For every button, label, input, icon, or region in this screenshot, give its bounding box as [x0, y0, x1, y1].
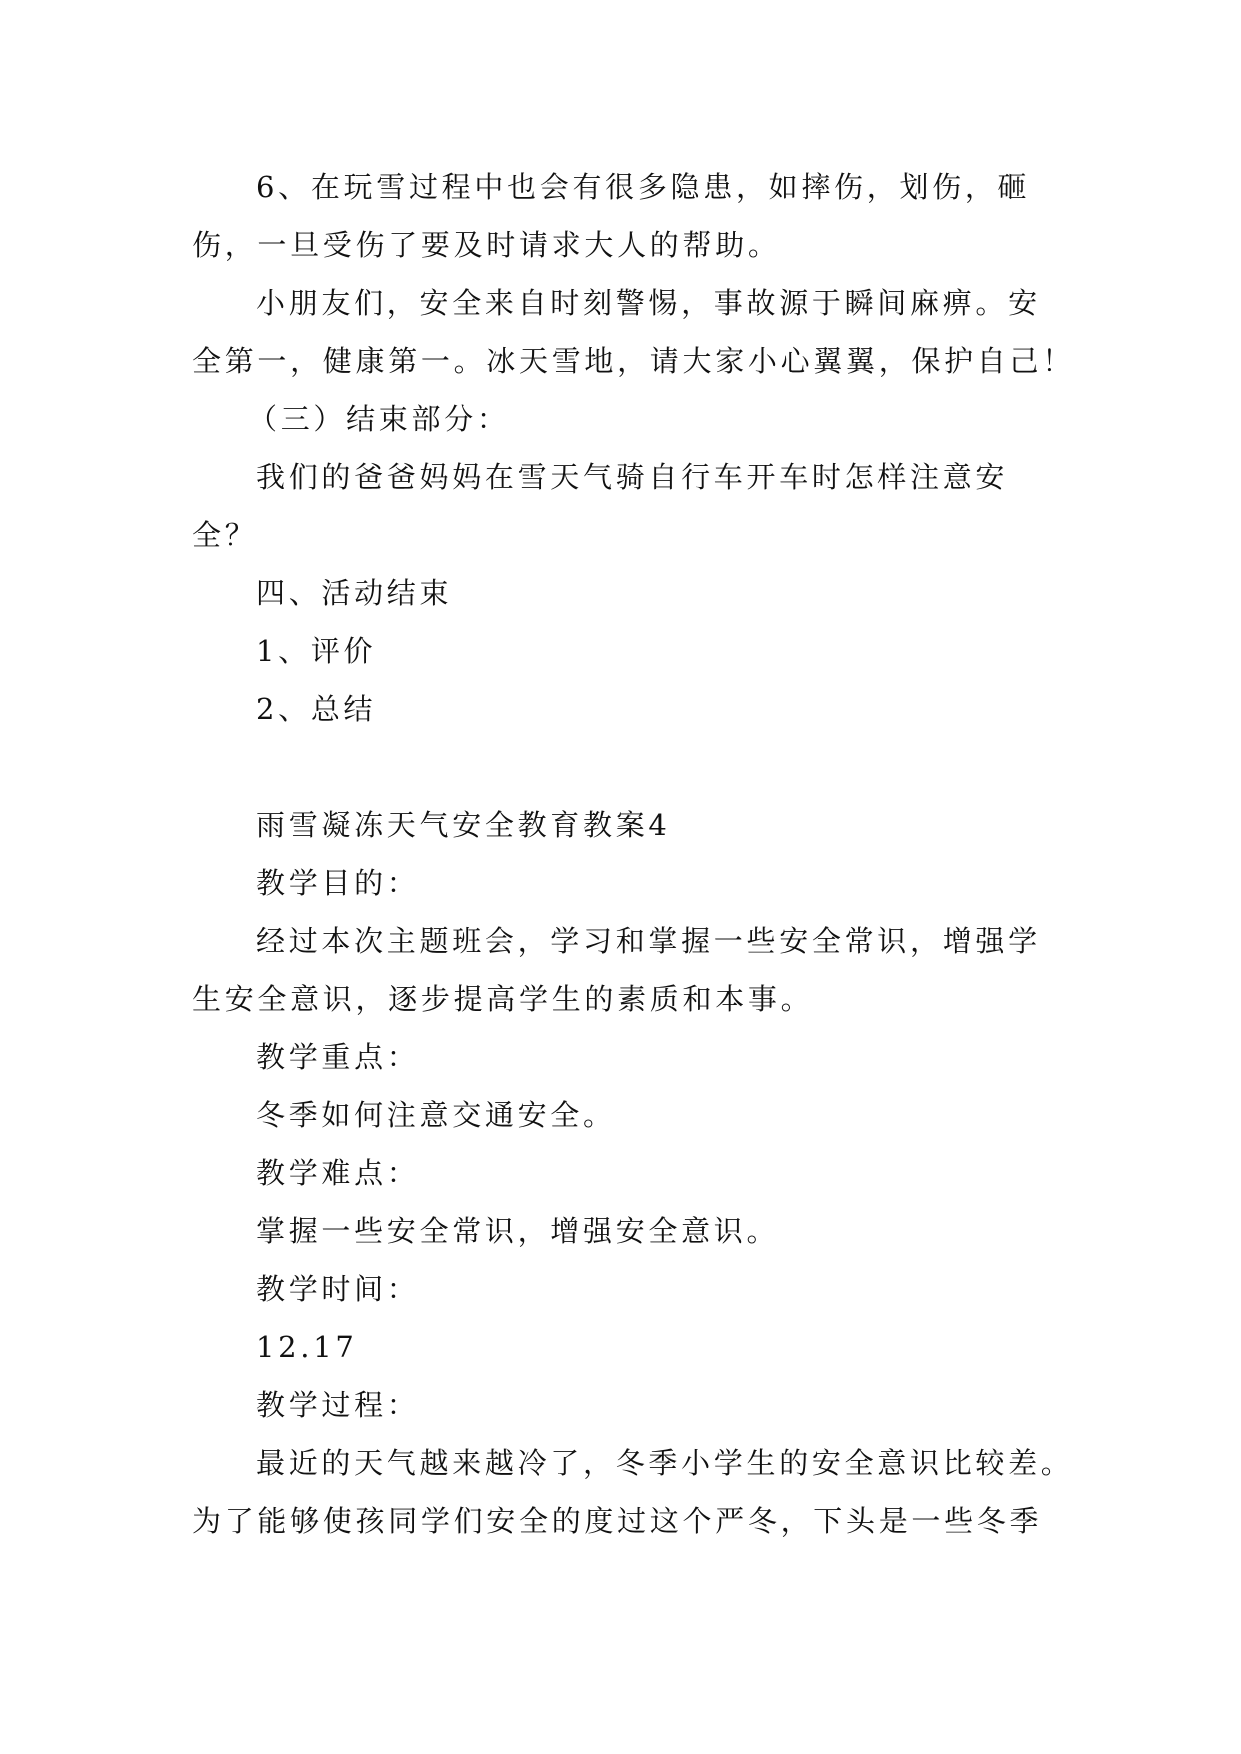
blank-line — [192, 738, 1052, 796]
paragraph-line: 小朋友们，安全来自时刻警惕，事故源于瞬间麻痹。安 — [256, 286, 1041, 320]
paragraph-line: 全第一，健康第一。冰天雪地，请大家小心翼翼，保护自己！ — [192, 344, 1075, 378]
document-body — [192, 158, 1075, 1550]
paragraph-line: 掌握一些安全常识，增强安全意识。 — [256, 1214, 780, 1248]
section-label: 教学难点： — [256, 1156, 420, 1190]
section-label: 教学时间： — [256, 1272, 420, 1306]
paragraph-line: 6、在玩雪过程中也会有很多隐患，如摔伤，划伤，砸 — [256, 170, 1031, 204]
paragraph-line: 伤，一旦受伤了要及时请求大人的帮助。 — [192, 228, 781, 262]
section-label: 教学过程： — [256, 1388, 420, 1422]
section-heading: 四、活动结束 — [256, 576, 453, 610]
paragraph-line: 生安全意识，逐步提高学生的素质和本事。 — [192, 982, 814, 1016]
list-item: 2、总结 — [256, 692, 377, 726]
paragraph-line: 经过本次主题班会，学习和掌握一些安全常识，增强学 — [256, 924, 1041, 958]
section-heading: （三）结束部分： — [248, 402, 510, 436]
section-label: 教学重点： — [256, 1040, 420, 1074]
list-item: 1、评价 — [256, 634, 377, 668]
paragraph-line: 冬季如何注意交通安全。 — [256, 1098, 616, 1132]
paragraph-line: 全？ — [192, 518, 258, 552]
document-title: 雨雪凝冻天气安全教育教案4 — [256, 808, 671, 842]
paragraph-line: 为了能够使孩同学们安全的度过这个严冬，下头是一些冬季 — [192, 1504, 1043, 1538]
paragraph-line: 12.17 — [256, 1330, 358, 1364]
paragraph-line: 最近的天气越来越冷了，冬季小学生的安全意识比较差。 — [256, 1446, 1074, 1480]
section-label: 教学目的： — [256, 866, 420, 900]
paragraph-line: 我们的爸爸妈妈在雪天气骑自行车开车时怎样注意安 — [256, 460, 1009, 494]
